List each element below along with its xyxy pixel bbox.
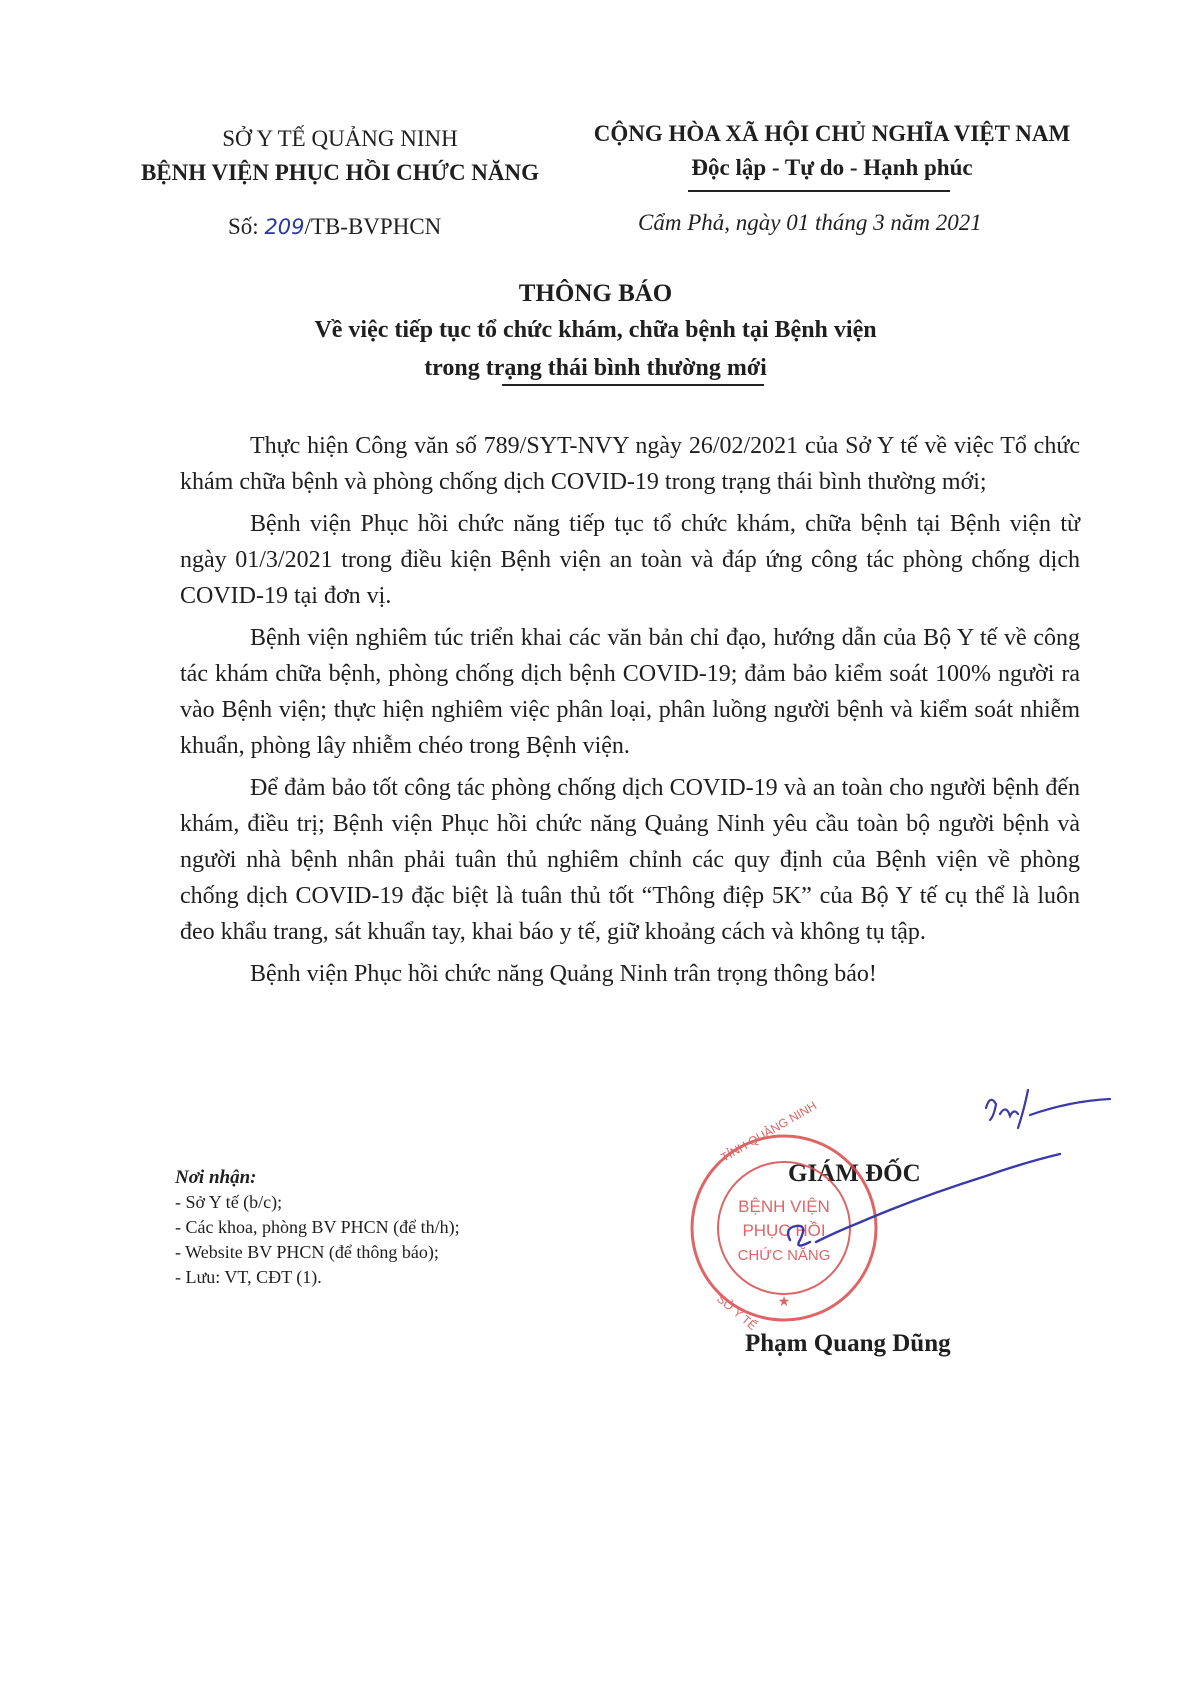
body-paragraph: Bệnh viện nghiêm túc triển khai các văn bản chỉ đạo, hướng dẫn của Bộ Y tế về công tác khám chữa bệnh, phòng chống dịch bệnh COVID-19; đảm bảo kiểm soát 100% người ra vào Bệnh viện; thực hiện nghiêm việc phân loại, phân luồng người bệnh và kiểm soát nhiễm khuẩn, phòng lây nhiễm chéo trong Bệnh viện. xyxy=(180,625,1080,759)
handwritten-number: 209 xyxy=(264,215,305,239)
place-and-date: Cẩm Phả, ngày 01 tháng 3 năm 2021 xyxy=(638,210,982,235)
recipient-item: - Lưu: VT, CĐT (1). xyxy=(175,1267,322,1287)
stamp-ring-text: SỞ Y TẾ xyxy=(714,1291,760,1333)
recipient-item: - Website BV PHCN (để thông báo); xyxy=(175,1242,439,1262)
number-prefix: Số: xyxy=(228,214,265,239)
body-paragraph: Bệnh viện Phục hồi chức năng Quảng Ninh trân trọng thông báo! xyxy=(250,961,877,987)
stamp-text-line-3: CHỨC NĂNG xyxy=(737,1247,831,1264)
document-subject-line-1: Về việc tiếp tục tổ chức khám, chữa bệnh tại Bệnh viện xyxy=(314,317,877,343)
recipient-item: - Sở Y tế (b/c); xyxy=(175,1192,283,1212)
stamp-text-line-1: BỆNH VIỆN xyxy=(738,1197,830,1216)
signer-name: Phạm Quang Dũng xyxy=(745,1330,951,1357)
body-paragraph: Để đảm bảo tốt công tác phòng chống dịch COVID-19 và an toàn cho người bệnh đến khám, điều trị; Bệnh viện Phục hồi chức năng Quảng Ninh yêu cầu toàn bộ người bệnh và người nhà bệnh nhân phải tuân thủ nghiêm chỉnh các quy định của Bệnh viện về phòng chống dịch COVID-19 đặc biệt là tuân thủ tốt “Thông điệp 5K” của Bộ Y tế cụ thể là luôn đeo khẩu trang, sát khuẩn tay, khai báo y tế, giữ khoảng cách và không tụ tập. xyxy=(180,775,1080,945)
body-paragraph: Thực hiện Công văn số 789/SYT-NVY ngày 26/02/2021 của Sở Y tế về việc Tổ chức khám chữa bệnh và phòng chống dịch COVID-19 trong trạng thái bình thường mới; xyxy=(180,433,1080,495)
stamp-ring-text: TỈNH QUẢNG NINH xyxy=(718,1098,820,1165)
parent-organization: SỞ Y TẾ QUẢNG NINH xyxy=(222,126,458,151)
initials-mark xyxy=(986,1090,1110,1128)
recipients-title: Nơi nhận: xyxy=(175,1167,257,1188)
star-icon: ★ xyxy=(777,1294,791,1310)
organization-name: BỆNH VIỆN PHỤC HỒI CHỨC NĂNG xyxy=(140,160,540,185)
official-stamp xyxy=(692,1098,876,1333)
recipient-item: - Các khoa, phòng BV PHCN (để th/h); xyxy=(175,1217,460,1237)
document-title: THÔNG BÁO xyxy=(518,280,673,307)
number-suffix: /TB-BVPHCN xyxy=(304,214,442,239)
signer-position: GIÁM ĐỐC xyxy=(788,1160,921,1187)
national-motto: Độc lập - Tự do - Hạnh phúc xyxy=(691,155,973,180)
stamp-text-line-2: PHỤC HỒI xyxy=(742,1221,826,1240)
document-subject-line-2: trong trạng thái bình thường mới xyxy=(424,355,767,381)
country-name: CỘNG HÒA XÃ HỘI CHỦ NGHĨA VIỆT NAM xyxy=(593,121,1071,146)
body-paragraph: Bệnh viện Phục hồi chức năng tiếp tục tổ chức khám, chữa bệnh tại Bệnh viện từ ngày 01/3/2021 trong điều kiện Bệnh viện an toàn và đáp ứng công tác phòng chống dịch COVID-19 tại đơn vị. xyxy=(180,511,1080,609)
